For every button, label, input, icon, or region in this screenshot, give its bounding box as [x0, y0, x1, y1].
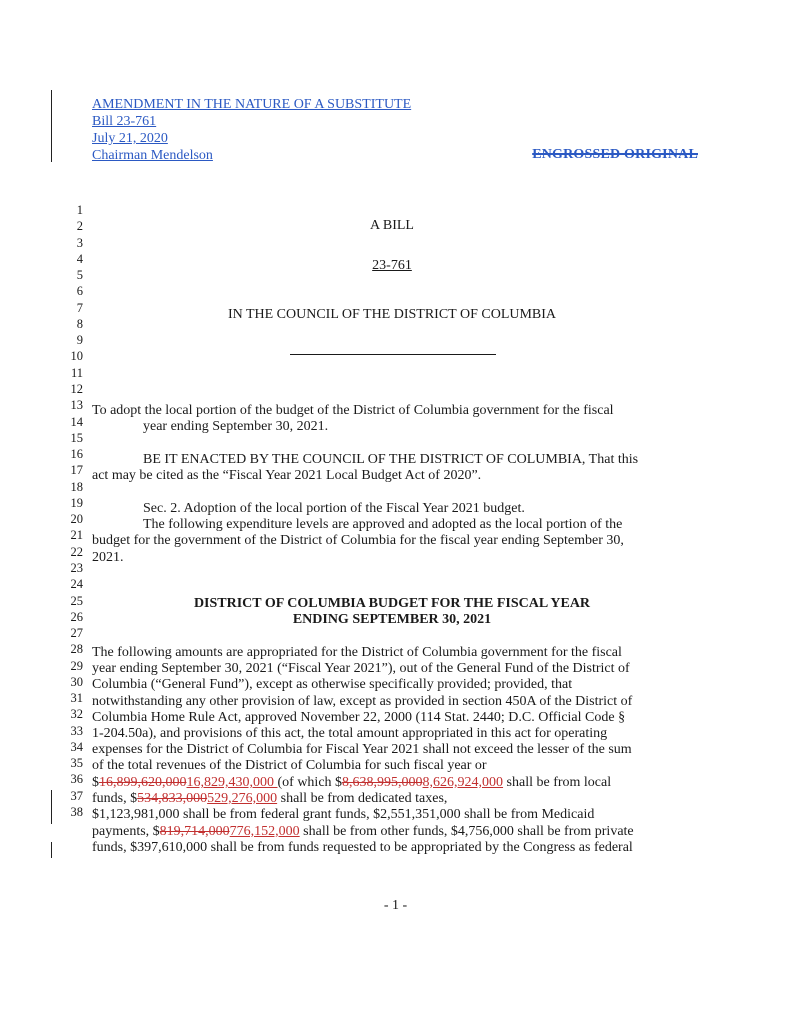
line-number: 36: [70, 772, 83, 787]
purpose-line-2: year ending September 30, 2021.: [143, 419, 329, 434]
bill-number-link[interactable]: Bill 23-761: [92, 114, 157, 129]
deleted-amount: 8,638,995,000: [342, 775, 423, 790]
text-segment: payments, $: [92, 824, 160, 839]
text-segment: shall be from other funds, $4,756,000 shall be from private: [299, 824, 634, 839]
line-number: 19: [70, 495, 83, 510]
line-number: 3: [76, 235, 83, 250]
section-2-line-2: budget for the government of the District of Columbia for the fiscal year ending September 30,: [92, 533, 624, 548]
paragraph-line-27: year ending September 30, 2021 (“Fiscal Year 2021”), out of the General Fund of the District of: [92, 661, 630, 676]
line-number: 8: [76, 316, 83, 331]
line-number: 37: [70, 788, 83, 803]
change-bar-line-37: [51, 842, 52, 858]
enacting-clause-line-1: BE IT ENACTED BY THE COUNCIL OF THE DISTRICT OF COLUMBIA, That this: [143, 452, 639, 467]
line-number: 26: [70, 609, 83, 624]
deleted-amount: 16,899,620,000: [99, 775, 187, 790]
line-number: 29: [70, 658, 83, 673]
text-segment: funds, $: [92, 791, 138, 806]
change-bar-header: [51, 90, 52, 162]
paragraph-line-29: notwithstanding any other provision of law, except as provided in section 450A of the District of: [92, 694, 633, 709]
enacting-clause-line-2: act may be cited as the “Fiscal Year 2021 Local Budget Act of 2020”.: [92, 468, 482, 483]
sponsor-link[interactable]: Chairman Mendelson: [92, 148, 213, 163]
line-number: 18: [70, 479, 83, 494]
line-number: 13: [70, 398, 83, 413]
section-2-line-1: The following expenditure levels are approved and adopted as the local portion of the: [143, 517, 623, 532]
amendment-title-link[interactable]: AMENDMENT IN THE NATURE OF A SUBSTITUTE: [92, 97, 412, 112]
paragraph-line-34: [92, 775, 611, 791]
paragraph-line-28: Columbia (“General Fund”), except as otherwise specifically provided; provided, that: [92, 677, 573, 692]
line-number: 14: [70, 414, 83, 429]
line-number: 16: [70, 447, 83, 461]
engrossed-original-label: ENGROSSED ORIGINAL: [532, 147, 698, 162]
paragraph-line-32: expenses for the District of Columbia for Fiscal Year 2021 shall not exceed the lesser of the sum: [92, 742, 632, 757]
line-number: 33: [70, 723, 83, 738]
paragraph-line-38: funds, $397,610,000 shall be from funds requested to be appropriated by the Congress as federal: [92, 840, 633, 855]
paragraph-line-30: Columbia Home Rule Act, approved November 22, 2000 (114 Stat. 2440; D.C. Official Code §: [92, 710, 626, 725]
date-link[interactable]: July 21, 2020: [92, 131, 168, 146]
paragraph-line-33: of the total revenues of the District of Columbia for such fiscal year or: [92, 758, 487, 773]
text-segment: shall be from local: [503, 775, 612, 790]
council-heading: IN THE COUNCIL OF THE DISTRICT OF COLUMBIA: [227, 307, 557, 322]
page-number: - 1 -: [383, 898, 408, 913]
inserted-amount: 529,276,000: [207, 791, 278, 806]
budget-heading-line-1: DISTRICT OF COLUMBIA BUDGET FOR THE FISCAL YEAR: [193, 596, 591, 611]
line-number: 32: [70, 707, 83, 722]
line-number: 15: [70, 430, 83, 445]
line-number: 35: [70, 756, 83, 771]
inserted-amount: 8,626,924,000: [422, 775, 504, 790]
line-number: 2: [76, 219, 83, 234]
line-number: 30: [70, 674, 83, 689]
inserted-amount: 776,152,000: [229, 824, 300, 839]
purpose-line-1: To adopt the local portion of the budget of the District of Columbia government for the fiscal: [92, 403, 614, 418]
line-number: 25: [70, 593, 83, 608]
line-number: 9: [76, 333, 83, 348]
line-number: 5: [76, 268, 83, 283]
line-number: 23: [70, 560, 83, 575]
deleted-amount: 819,714,000: [159, 824, 230, 839]
line-number: 34: [70, 739, 83, 754]
line-number: 38: [70, 805, 83, 819]
paragraph-line-31: 1-204.50a), and provisions of this act, the total amount appropriated in this act for operating: [92, 726, 608, 741]
line-number: 11: [70, 365, 83, 380]
line-number: 27: [70, 626, 83, 640]
inserted-amount: 16,829,430,000: [186, 775, 278, 790]
paragraph-line-37: [92, 824, 634, 840]
line-number: 4: [76, 251, 83, 266]
line-number: 28: [70, 642, 83, 657]
line-number: 24: [70, 577, 83, 592]
text-segment: shall be from dedicated taxes,: [277, 791, 448, 806]
line-number: 20: [70, 512, 83, 527]
deleted-amount: 534,833,000: [137, 791, 208, 806]
text-segment: $: [92, 775, 99, 790]
section-2-line-3: 2021.: [92, 550, 124, 565]
line-number: 17: [70, 463, 83, 478]
line-number: 22: [70, 544, 83, 559]
line-number: 31: [70, 691, 83, 706]
line-number: 6: [76, 284, 83, 299]
paragraph-line-35: [92, 791, 447, 807]
text-segment: (of which $: [277, 775, 343, 790]
line-number: 21: [70, 528, 83, 543]
signature-line: [290, 354, 496, 355]
change-bar-line-34-35: [51, 790, 52, 824]
line-number: 10: [70, 349, 83, 364]
budget-heading-line-2: ENDING SEPTEMBER 30, 2021: [292, 612, 492, 627]
paragraph-line-26: The following amounts are appropriated for the District of Columbia government for the fiscal: [92, 645, 622, 660]
line-number: 7: [76, 300, 83, 315]
section-2-title: Sec. 2. Adoption of the local portion of the Fiscal Year 2021 budget.: [143, 501, 525, 516]
line-number: 1: [76, 203, 83, 217]
line-number: 12: [70, 382, 83, 396]
paragraph-line-36: $1,123,981,000 shall be from federal grant funds, $2,551,351,000 shall be from Medicaid: [92, 807, 595, 822]
a-bill-heading: A BILL: [370, 218, 414, 233]
bill-number-heading: 23-761: [372, 258, 412, 273]
